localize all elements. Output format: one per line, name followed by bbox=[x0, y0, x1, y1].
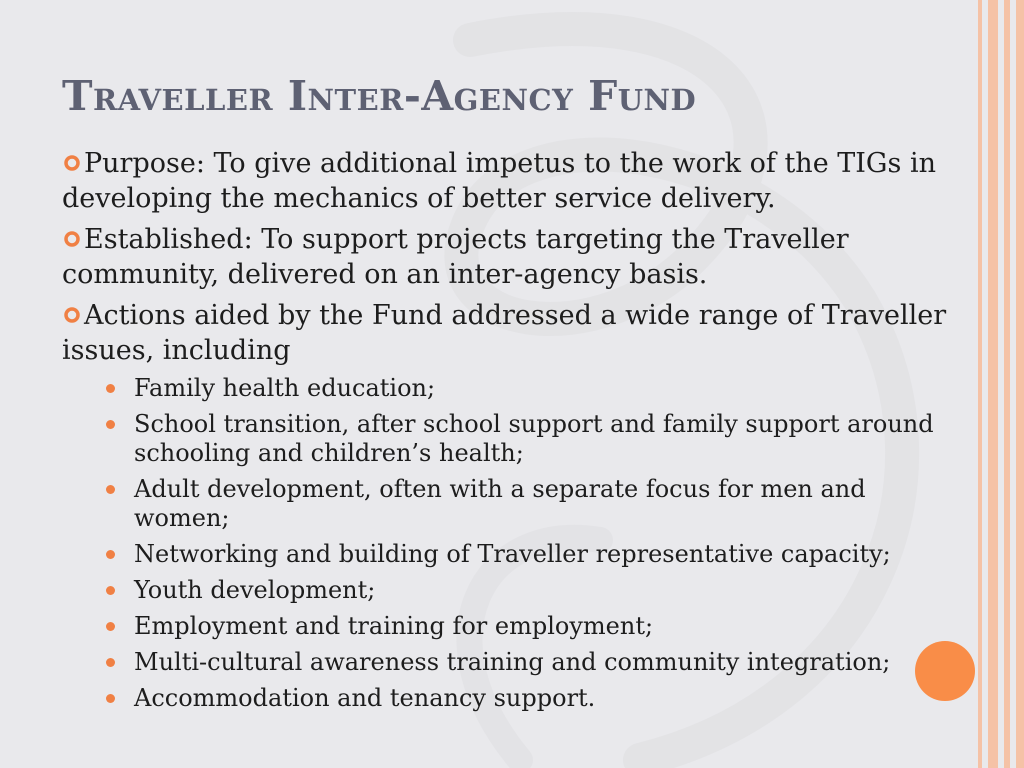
list-item: Networking and building of Traveller representative capacity; bbox=[106, 540, 962, 569]
ring-bullet-icon bbox=[62, 228, 82, 250]
slide-body bbox=[62, 146, 962, 720]
list-item: School transition, after school support and family support around schooling and children’s health; bbox=[106, 410, 962, 468]
actions-list bbox=[62, 374, 962, 713]
dot-bullet-icon bbox=[106, 384, 115, 393]
dot-bullet-icon bbox=[106, 586, 115, 595]
slide-title: Traveller Inter-Agency Fund bbox=[62, 72, 697, 120]
list-item: Multi-cultural awareness training and community integration; bbox=[106, 648, 962, 677]
dot-bullet-icon bbox=[106, 622, 115, 631]
ring-bullet-icon bbox=[62, 152, 82, 174]
dot-bullet-icon bbox=[106, 694, 115, 703]
dot-bullet-icon bbox=[106, 420, 115, 429]
list-item: Family health education; bbox=[106, 374, 962, 403]
list-item: Adult development, often with a separate focus for men and women; bbox=[106, 475, 962, 533]
dot-bullet-icon bbox=[106, 485, 115, 494]
paragraph-actions bbox=[62, 298, 962, 368]
right-edge-stripes bbox=[978, 0, 1024, 768]
dot-bullet-icon bbox=[106, 550, 115, 559]
dot-bullet-icon bbox=[106, 658, 115, 667]
ring-bullet-icon bbox=[62, 304, 82, 326]
list-item: Employment and training for employment; bbox=[106, 612, 962, 641]
list-item: Accommodation and tenancy support. bbox=[106, 684, 962, 713]
paragraph-text: Purpose: To give additional impetus to the work of the TIGs in developing the mechanics of better service delivery. bbox=[62, 148, 936, 214]
paragraph-text: Actions aided by the Fund addressed a wide range of Traveller issues, including bbox=[62, 300, 947, 366]
orange-circle-decoration bbox=[915, 641, 975, 701]
list-item: Youth development; bbox=[106, 576, 962, 605]
paragraph-established bbox=[62, 222, 962, 292]
paragraph-purpose bbox=[62, 146, 962, 216]
paragraph-text: Established: To support projects targeting the Traveller community, delivered on an inter-agency basis. bbox=[62, 224, 849, 290]
